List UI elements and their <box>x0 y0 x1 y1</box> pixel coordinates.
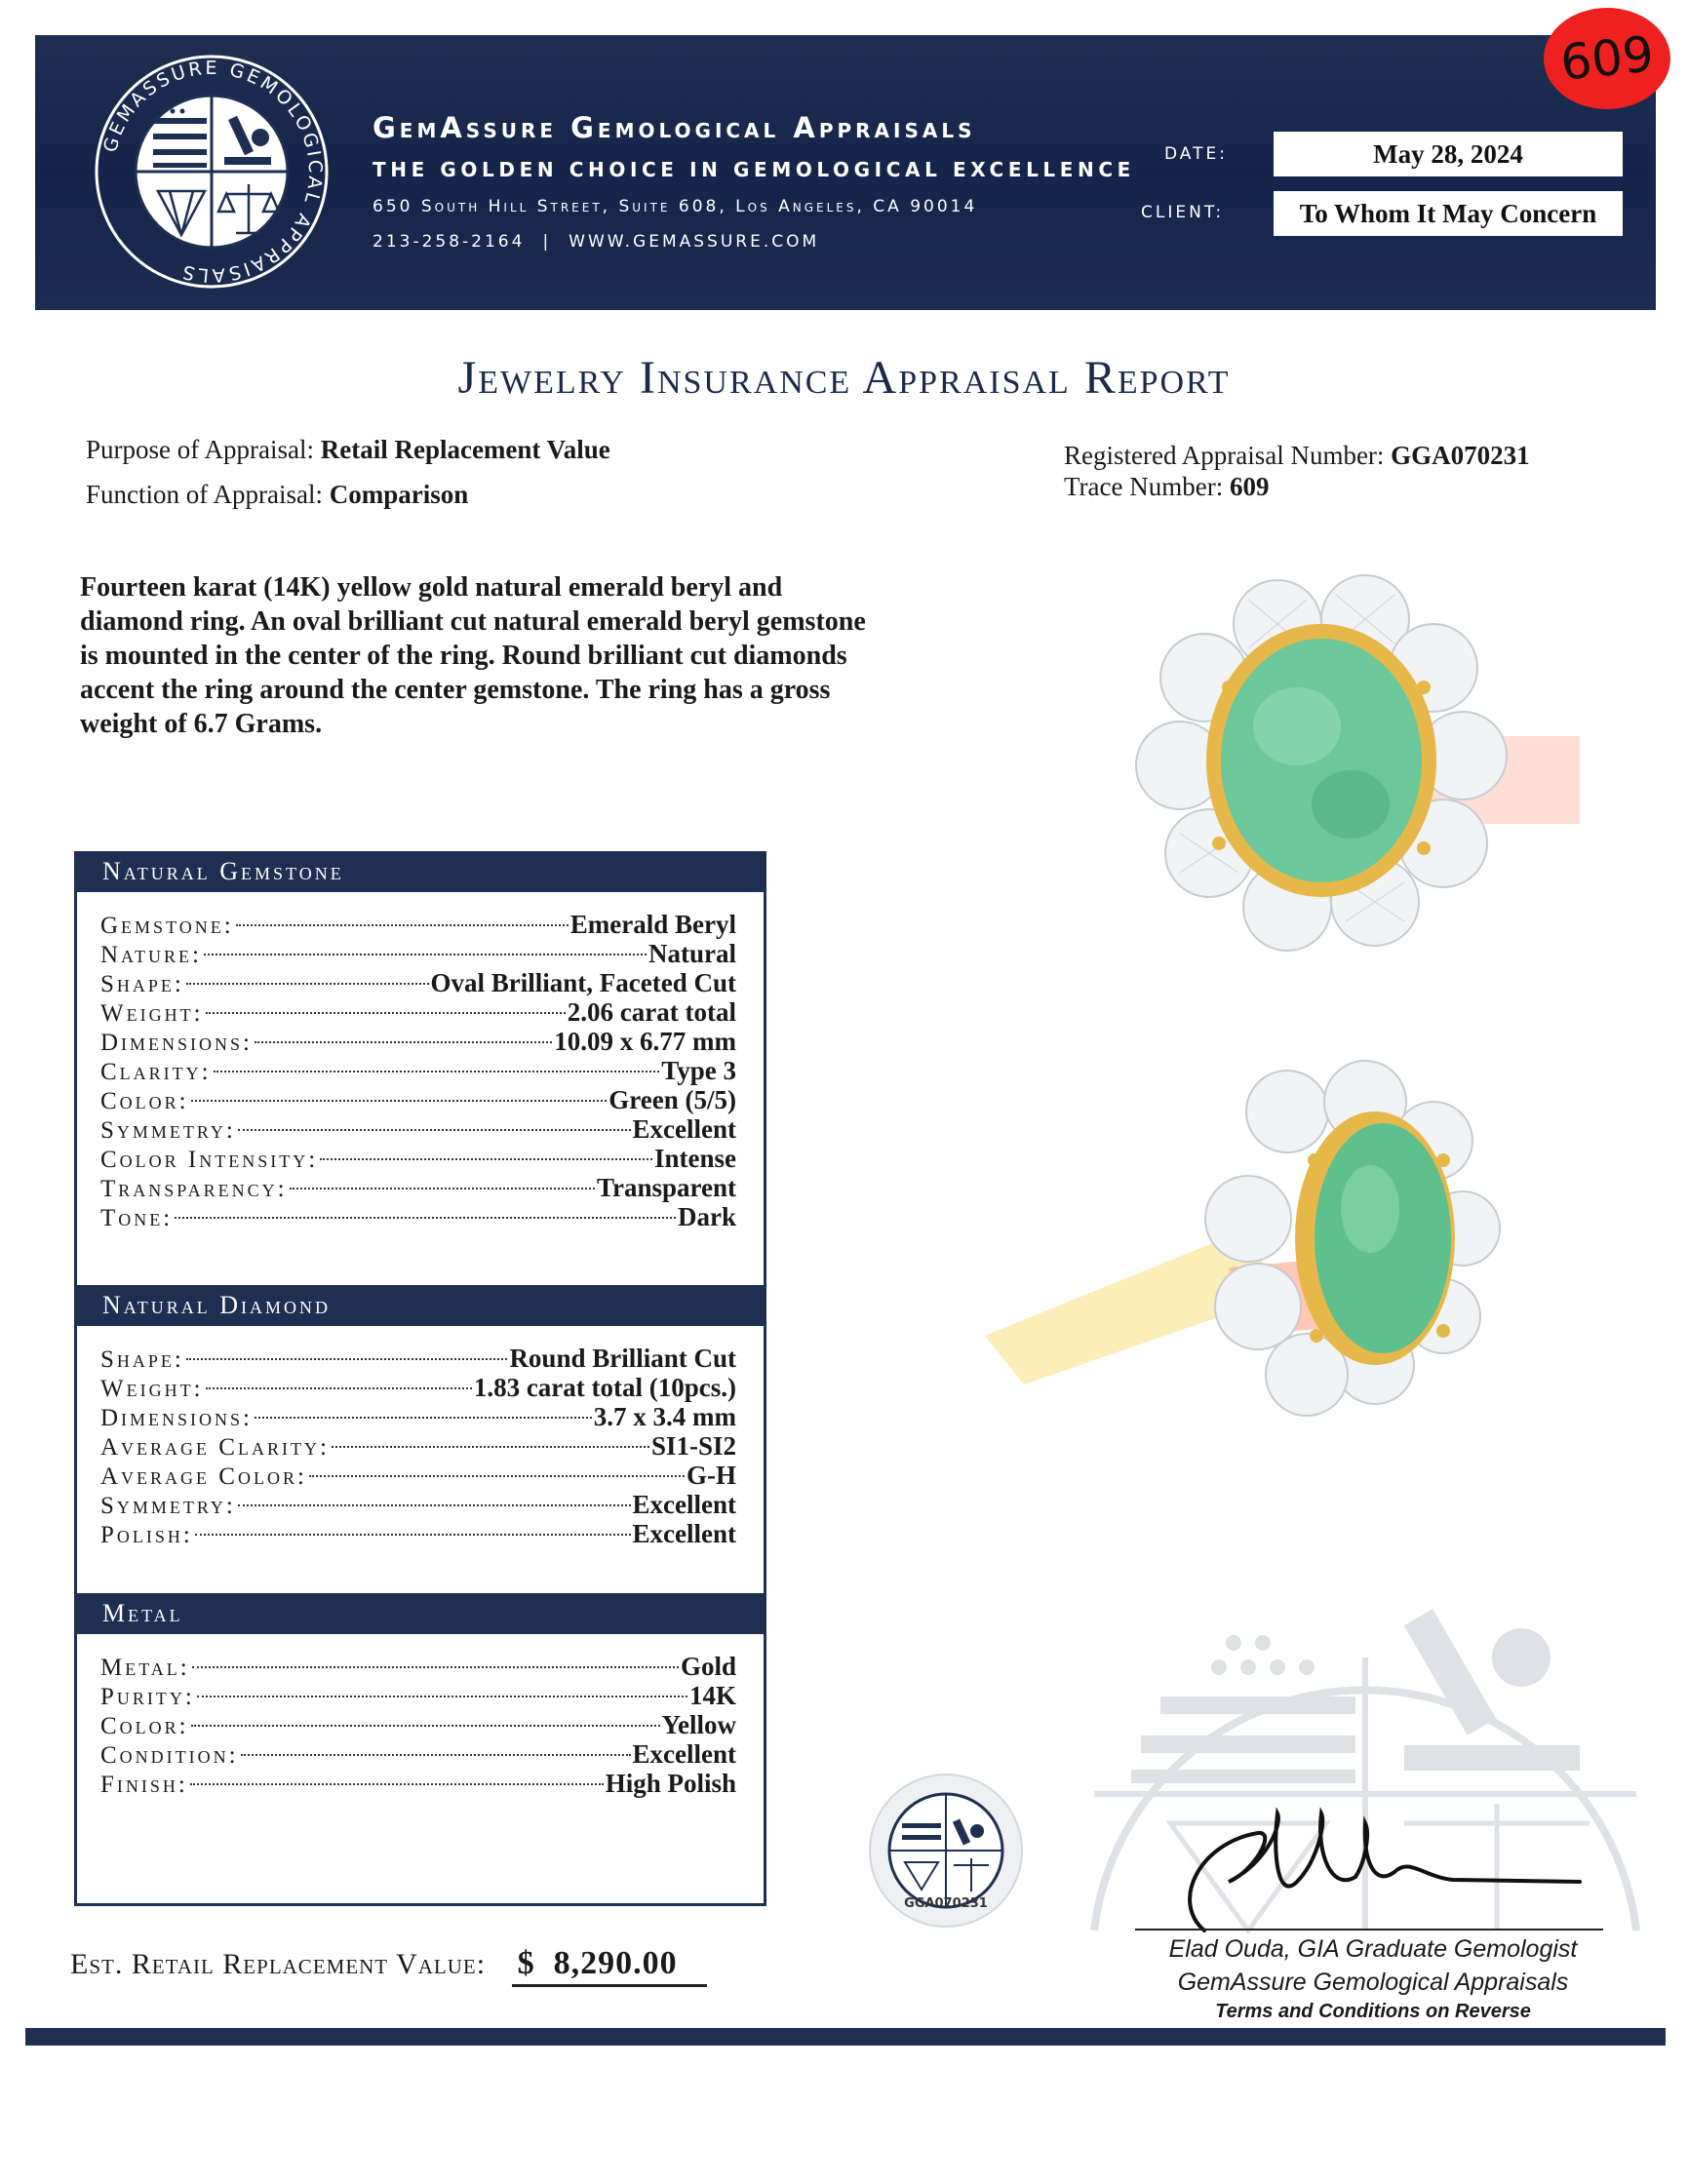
dot-leader <box>175 1217 676 1219</box>
dot-leader <box>191 1100 608 1102</box>
metal-row-label: Color: <box>100 1713 189 1739</box>
metal-row-value: Excellent <box>632 1739 736 1769</box>
dot-leader <box>186 983 429 985</box>
dot-leader <box>255 1041 552 1043</box>
diamond-row-label: Average Color: <box>100 1463 307 1490</box>
diamond-row-value: Excellent <box>632 1490 736 1519</box>
company-contact: 213-258-2164 | WWW.GEMASSURE.COM <box>373 232 820 252</box>
gemstone-row-value: Emerald Beryl <box>569 910 736 939</box>
trace-label: Trace Number: <box>1064 472 1224 501</box>
ring-photo-top <box>1073 561 1580 1009</box>
gemstone-row <box>100 1202 736 1231</box>
gemstone-row-value: Oval Brilliant, Faceted Cut <box>430 968 736 997</box>
gemstone-row-value: Natural <box>648 939 736 968</box>
diamond-heading: Natural Diamond <box>77 1285 764 1326</box>
trace-badge-text: 609 <box>1557 25 1657 92</box>
diamond-row-label: Polish: <box>100 1522 193 1548</box>
client-value: To Whom It May Concern <box>1274 191 1623 236</box>
company-name: GemAssure Gemological Appraisals <box>373 111 976 144</box>
function-label: Function of Appraisal: <box>86 480 323 509</box>
diamond-row-value: G-H <box>687 1461 736 1490</box>
dot-leader <box>186 1358 508 1360</box>
dot-leader <box>255 1417 592 1419</box>
client-label: CLIENT: <box>1141 203 1225 222</box>
diamond-row-value: 1.83 carat total (10pcs.) <box>473 1373 736 1402</box>
trace-line <box>1064 464 1269 509</box>
appraiser-name: Elad Ouda, GIA Graduate Gemologist <box>1168 1935 1578 1963</box>
metal-rows <box>77 1634 764 1798</box>
gemstone-row-label: Nature: <box>100 942 202 968</box>
terms-note: Terms and Conditions on Reverse <box>1215 2001 1531 2022</box>
appraiser-company: GemAssure Gemological Appraisals <box>1177 1969 1569 1996</box>
metal-row-label: Condition: <box>100 1742 239 1769</box>
gemassure-seal-logo <box>90 50 334 293</box>
company-address: 650 South Hill Street, Suite 608, Los Angeles, CA 90014 <box>373 197 978 216</box>
hologram-sticker <box>868 1773 1024 1929</box>
retail-value <box>70 1945 707 1987</box>
dot-leader <box>192 1666 679 1668</box>
diamond-rows <box>77 1326 764 1548</box>
gemstone-heading: Natural Gemstone <box>77 851 764 892</box>
retail-value-number: 8,290.00 <box>553 1945 678 1981</box>
gemstone-row-label: Color: <box>100 1088 189 1114</box>
company-tagline: THE GOLDEN CHOICE IN GEMOLOGICAL EXCELLENCE <box>373 158 1135 181</box>
diamond-row-value: Round Brilliant Cut <box>509 1344 736 1373</box>
metal-row-value: 14K <box>688 1681 736 1710</box>
metal-row-label: Purity: <box>100 1684 195 1710</box>
gemstone-row-label: Dimensions: <box>100 1030 254 1056</box>
metal-row <box>100 1710 736 1739</box>
function-line <box>86 472 468 517</box>
gemstone-row-value: Type 3 <box>661 1056 736 1085</box>
purpose-label: Purpose of Appraisal: <box>86 435 314 464</box>
dot-leader <box>241 1754 631 1756</box>
seal-ring-text: GEMASSURE GEMOLOGICAL APPRAISALS <box>99 57 327 287</box>
report-title: Jewelry Insurance Appraisal Report <box>457 352 1231 404</box>
gemstone-row-label: Shape: <box>100 971 184 997</box>
metal-row <box>100 1652 736 1681</box>
gemstone-row-label: Symmetry: <box>100 1117 236 1144</box>
diamond-row-value: SI1-SI2 <box>650 1431 736 1461</box>
ring-photo-side <box>985 1043 1551 1472</box>
registered-label: Registered Appraisal Number: <box>1064 441 1385 470</box>
diamond-row <box>100 1373 736 1402</box>
metal-heading: Metal <box>77 1593 764 1634</box>
dot-leader <box>191 1725 660 1727</box>
retail-value-amount <box>512 1945 707 1987</box>
diamond-row-label: Average Clarity: <box>100 1434 330 1461</box>
diamond-row <box>100 1519 736 1548</box>
signature-line <box>1135 1929 1603 1930</box>
gemstone-row-value: Transparent <box>596 1173 736 1202</box>
gemstone-row-value: Excellent <box>632 1114 736 1144</box>
footer-bar <box>25 2028 1666 2046</box>
trace-value: 609 <box>1229 472 1270 501</box>
company-website: WWW.GEMASSURE.COM <box>569 232 820 252</box>
dot-leader <box>290 1188 595 1190</box>
gemstone-panel <box>74 851 766 1285</box>
diamond-panel <box>74 1285 766 1593</box>
metal-row-label: Finish: <box>100 1772 188 1798</box>
purpose-line <box>86 427 610 472</box>
diamond-row <box>100 1461 736 1490</box>
dot-leader <box>309 1475 685 1477</box>
gemstone-row-label: Clarity: <box>100 1059 212 1085</box>
gemstone-row <box>100 1173 736 1202</box>
metal-row <box>100 1681 736 1710</box>
company-block <box>373 111 1135 252</box>
metal-row-value: Yellow <box>661 1710 736 1739</box>
appraiser-signature <box>1131 1784 1619 1950</box>
gemstone-row-value: Intense <box>653 1144 736 1173</box>
diamond-row-label: Shape: <box>100 1346 184 1373</box>
trace-badge <box>1544 8 1670 109</box>
gemstone-row <box>100 1085 736 1114</box>
gemstone-row <box>100 1027 736 1056</box>
date-value: May 28, 2024 <box>1274 132 1623 176</box>
gemstone-row-label: Transparency: <box>100 1176 288 1202</box>
header-banner <box>35 35 1656 310</box>
registered-value: GGA070231 <box>1391 441 1530 470</box>
dot-leader <box>214 1071 660 1072</box>
gemstone-row-label: Gemstone: <box>100 913 234 939</box>
dot-leader <box>236 924 569 926</box>
dot-leader <box>238 1504 631 1506</box>
diamond-row <box>100 1402 736 1431</box>
diamond-row <box>100 1490 736 1519</box>
purpose-value: Retail Replacement Value <box>320 435 610 464</box>
date-label: DATE: <box>1164 144 1228 164</box>
dot-leader <box>204 954 647 956</box>
function-value: Comparison <box>329 480 469 509</box>
diamond-row-label: Weight: <box>100 1376 204 1402</box>
gemstone-row-value: Dark <box>678 1202 736 1231</box>
dot-leader <box>332 1446 649 1448</box>
gemstone-row <box>100 968 736 997</box>
gemstone-row <box>100 1056 736 1085</box>
gemstone-row <box>100 910 736 939</box>
metal-row-value: High Polish <box>605 1769 736 1798</box>
diamond-row-label: Symmetry: <box>100 1493 236 1519</box>
gemstone-row-label: Color Intensity: <box>100 1147 319 1173</box>
diamond-row <box>100 1431 736 1461</box>
hologram-number: GGA070231 <box>904 1896 988 1911</box>
dot-leader <box>238 1129 631 1131</box>
dot-leader <box>206 1012 566 1014</box>
metal-row <box>100 1769 736 1798</box>
gemstone-row-label: Weight: <box>100 1000 204 1027</box>
gemstone-row-value: 2.06 carat total <box>567 997 736 1027</box>
diamond-row-label: Dimensions: <box>100 1405 254 1431</box>
company-phone: 213-258-2164 <box>373 232 526 252</box>
gemstone-row <box>100 997 736 1027</box>
dot-leader <box>197 1696 687 1697</box>
gemstone-row-label: Tone: <box>100 1205 174 1231</box>
gemstone-row-value: 10.09 x 6.77 mm <box>554 1027 736 1056</box>
item-description: Fourteen karat (14K) yellow gold natural emerald beryl and diamond ring. An oval brilliant cut natural emerald beryl gemstone is mounted in the center of the ring. Round brilliant cut diamonds accent the ring around the center gemstone. The ring has a gross weight of 6.7 Grams. <box>80 572 866 739</box>
retail-value-label: Est. Retail Replacement Value: <box>70 1948 487 1980</box>
metal-row-value: Gold <box>680 1652 736 1681</box>
gemstone-row <box>100 939 736 968</box>
metal-panel <box>74 1593 766 1906</box>
diamond-row <box>100 1344 736 1373</box>
gemstone-rows <box>77 892 764 1231</box>
diamond-row-value: Excellent <box>632 1519 736 1548</box>
gemstone-row-value: Green (5/5) <box>608 1085 736 1114</box>
dot-leader <box>206 1387 472 1389</box>
diamond-row-value: 3.7 x 3.4 mm <box>593 1402 736 1431</box>
retail-value-currency: $ <box>517 1945 535 1981</box>
metal-row <box>100 1739 736 1769</box>
metal-row-label: Metal: <box>100 1655 190 1681</box>
gemstone-row <box>100 1114 736 1144</box>
gemstone-row <box>100 1144 736 1173</box>
dot-leader <box>190 1783 604 1785</box>
dot-leader <box>320 1158 652 1160</box>
dot-leader <box>195 1534 631 1536</box>
